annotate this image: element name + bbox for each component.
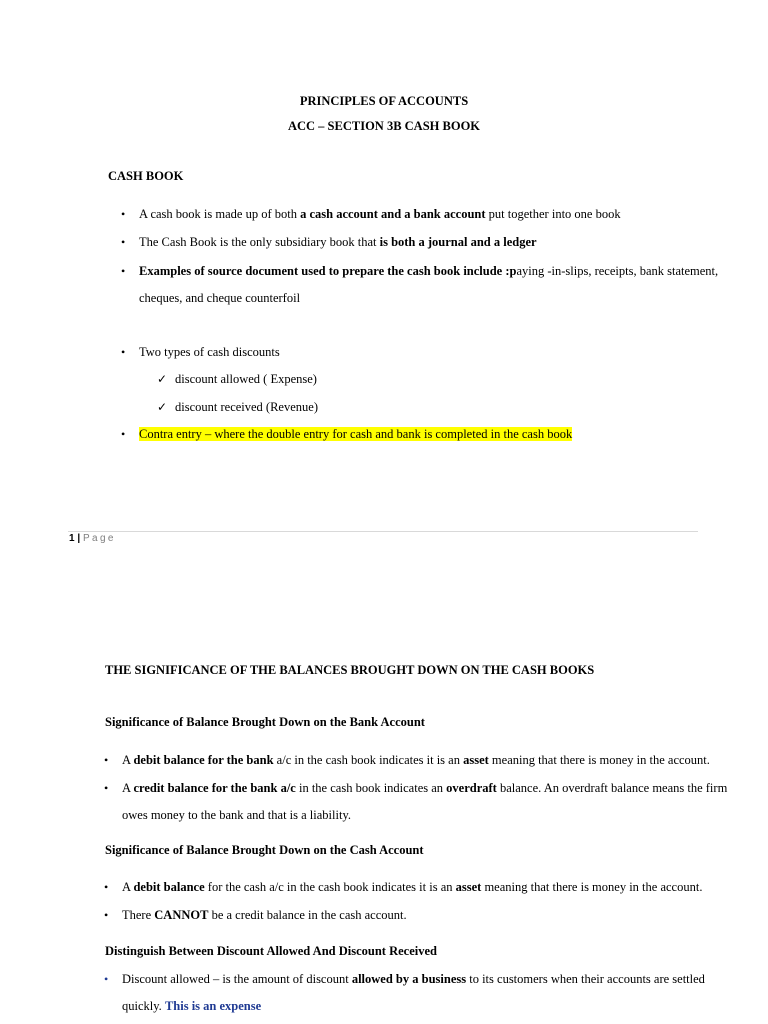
footer-page-label: Page (82, 533, 116, 544)
checkmark-icon: ✓ (157, 400, 168, 414)
list-item: A debit balance for the cash a/c in the cash book indicates it is an asset meaning that there is money in the account. (122, 880, 703, 894)
bullet-icon: • (104, 880, 109, 894)
footer-separator: | (77, 533, 81, 544)
bullet-icon: • (121, 345, 126, 359)
list-item: Examples of source document used to prepare the cash book include :paying -in-slips, receipts, bank statement, (139, 264, 719, 278)
footer-divider (68, 531, 698, 532)
checkmark-icon: ✓ (157, 372, 168, 386)
document-subtitle: ACC – SECTION 3B CASH BOOK (287, 119, 481, 133)
bullet-icon: • (104, 753, 109, 767)
document-title: PRINCIPLES OF ACCOUNTS (299, 94, 469, 108)
bullet-icon: • (104, 908, 109, 922)
list-item: Two types of cash discounts (139, 345, 280, 359)
bullet-icon: • (121, 235, 126, 249)
list-item: The Cash Book is the only subsidiary book that is both a journal and a ledger (139, 235, 537, 249)
subheading-bank-account: Significance of Balance Brought Down on the Bank Account (105, 715, 425, 729)
list-item-highlighted: Contra entry – where the double entry for cash and bank is completed in the cash book (139, 427, 573, 441)
bullet-icon: • (121, 207, 126, 221)
page-2 (0, 555, 768, 1024)
subheading-cash-account: Significance of Balance Brought Down on the Cash Account (105, 843, 424, 857)
page-footer (69, 533, 116, 544)
list-item: A credit balance for the bank a/c in the cash book indicates an overdraft balance. An overdraft balance means the firm (122, 781, 728, 795)
subheading-discounts: Distinguish Between Discount Allowed And Discount Received (105, 944, 437, 958)
list-item-continuation: cheques, and cheque counterfoil (139, 291, 301, 305)
list-item-continuation: owes money to the bank and that is a liability. (122, 808, 352, 822)
list-item: There CANNOT be a credit balance in the cash account. (122, 908, 407, 922)
bullet-icon: • (121, 264, 126, 278)
list-item: Discount allowed – is the amount of discount allowed by a business to its customers when their accounts are settled (122, 972, 705, 986)
page-number: 1 (69, 533, 75, 544)
section-heading-significance: THE SIGNIFICANCE OF THE BALANCES BROUGHT DOWN ON THE CASH BOOKS (105, 663, 595, 677)
section-heading-cash-book: CASH BOOK (108, 169, 184, 183)
bullet-icon: • (121, 427, 126, 441)
sub-list-item: discount allowed ( Expense) (175, 372, 317, 386)
bullet-icon: • (104, 972, 109, 986)
list-item-continuation: quickly. This is an expense (122, 999, 262, 1013)
sub-list-item: discount received (Revenue) (175, 400, 318, 414)
list-item: A debit balance for the bank a/c in the cash book indicates it is an asset meaning that there is money in the account. (122, 753, 710, 767)
list-item: A cash book is made up of both a cash account and a bank account put together into one book (139, 207, 621, 221)
bullet-icon: • (104, 781, 109, 795)
